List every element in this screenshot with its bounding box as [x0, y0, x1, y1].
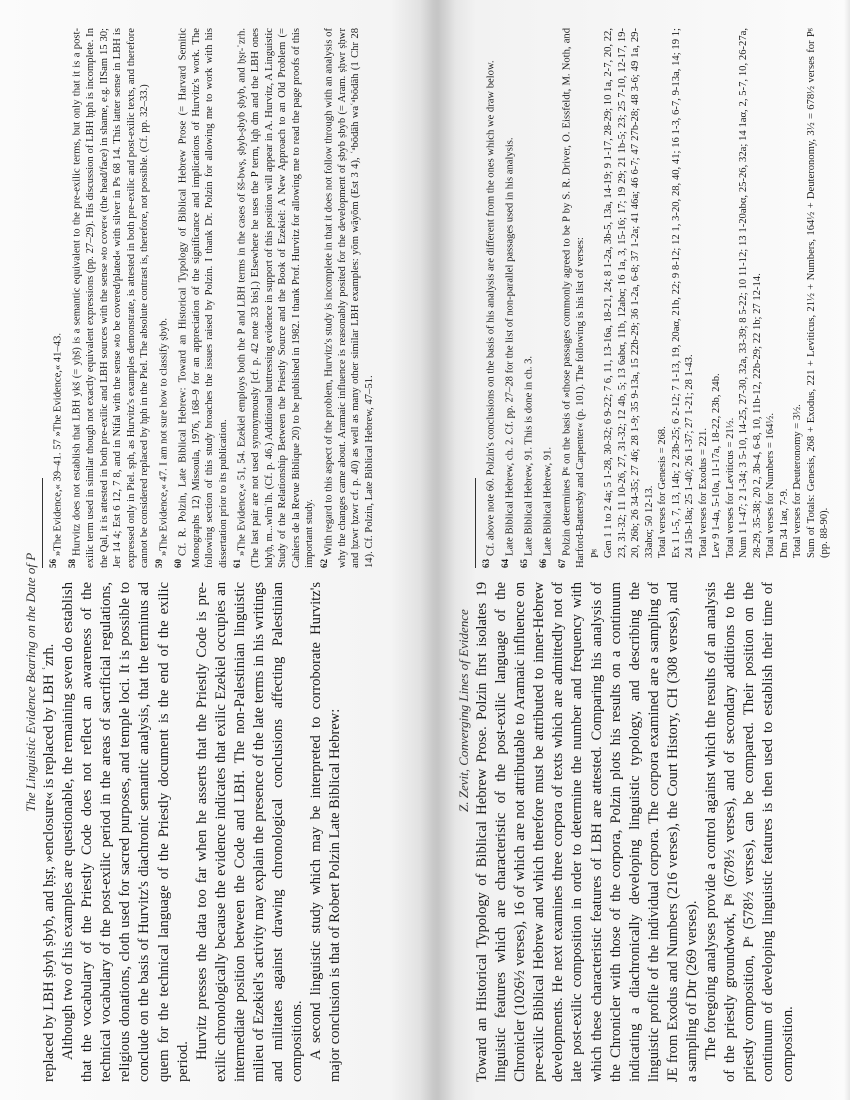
- footnote: [231, 28, 317, 568]
- left-footnotes: [40, 28, 422, 568]
- footnote-text: With regard to this aspect of the problem, Hurvitz's study is incomplete in that it does not follow through with an analysis of why the changes came about. Aramaic influence is reasonably posited for the development of ṣbyb ṣbyb (= Aram. ṣḥwr ṣḥwr and ḥzwr ḥzwr cf. p. 40) as well as many other similar LBH examples: yōm wāyōm (Est 3 4), ʿᵃbōdāh waʿᵃbōdāh (1 Chr 28 14). Cf. Polzin, Late Biblical Hebrew, 47–51.: [323, 28, 375, 568]
- footnote-text: »The Evidence,« 51, 54. Ezekiel employs both the P and LBH terms in the cases of šš-bwṣ, ṣbyb-ṣbyb ṣbyb, and ḥṣr-ʿzrh. (The last pair are not used synonymously [cf. p. 42 note 33 bis].) Elsewhere he uses the P term, lqḥ dm and the LBH ones hdyḥ, m...wlmʿlh. (Cf. p. 46.) Additional buttressing evidence in support of this position will appear in A. Hurvitz, A Linguistic Study of the Relationship Between the Priestly Source and the Book of Ezekiel: A New Approach to an Old Problem (= Cahiers de la Revue Biblique 20) to be published in 1982. I thank Prof. Hurvitz for allowing me to read the page proofs of this important study.: [236, 28, 316, 568]
- left-body-text: [40, 582, 422, 1082]
- footnote: [66, 28, 152, 568]
- footnote: [537, 28, 555, 568]
- footnote-text: Late Biblical Hebrew, 91.: [542, 446, 554, 556]
- verse-list-entry: Sum of Totals: Genesis, 268 + Exodus, 221 + Leviticus, 21½ + Numbers, 164½ + Deuteronomy, 3½ = 678½ verses for Pᵍ (pp. 88-90).: [805, 28, 831, 558]
- paragraph: The foregoing analyses provide a control against which the results of an analysis of the priestly groundwork, Pᵍ (678½ verses), and of secondary additions to the priestly composition, Pˢ (578½ verses), can be compared. Their position on the continuum of developing linguistic features is then used to establish their time of composition.: [703, 582, 796, 1082]
- right-footnotes: [473, 28, 850, 568]
- right-body-text: [473, 582, 850, 1082]
- footnote-text: Cf. above note 60. Polzin's conclusions on the basis of his analysis are different from the ones which we draw below.: [485, 60, 497, 556]
- footnote-number: 58: [67, 559, 78, 568]
- footnote: [556, 28, 588, 568]
- footnote-text: Late Biblical Hebrew, 91. This is done in ch. 3.: [523, 355, 535, 556]
- footnote-text: Polzin determines Pᵍ on the basis of »those passages commonly agreed to be P by S. R. Driver, O. Eissfeldt, M. Noth, and Harford-Battersby and Carpenter« (p. 101). The following is his list of verses:: [561, 28, 587, 568]
- footnote: [47, 28, 65, 568]
- verse-list-entry: Total verses for Exodus = 221.: [697, 428, 709, 558]
- verse-list-entry: Total verses for Deuteronomy = 3½.: [792, 404, 804, 558]
- footnote-text: »The Evidence,« 47. I am not sure how to classify ṣbyb.: [158, 317, 170, 556]
- footnote: [318, 28, 377, 568]
- footnote: [153, 28, 171, 568]
- book-gutter: [420, 0, 456, 1100]
- verse-list-entry: Total verses for Leviticus = 21½.: [724, 417, 736, 558]
- footnote-text: »The Evidence,« 39–41. 57 »The Evidence,« 41–43.: [52, 333, 64, 556]
- footnote: [518, 28, 536, 568]
- verse-list-heading: Pᵍ: [589, 548, 601, 558]
- footnote-number: 59: [153, 559, 164, 568]
- footnote-number: 61: [232, 559, 243, 568]
- footnote-rule: [475, 478, 476, 568]
- paragraph: A second linguistic study which may be interpreted to corroborate Hurvitz's major conclusion is that of Robert Polzin Late Biblical Hebrew:: [308, 582, 344, 1082]
- paragraph: Hurvitz presses the data too far when he asserts that the Priestly Code is pre-exilic chronologically because the evidence indicates that exilic Ezekiel occupies an intermediate position between the Code and LBH. The non-Palestinian linguistic milieu of Ezekiel's activity may explain the presence of the late terms in his writings and militates against drawing chronological conclusions affecting Palestinian compositions.: [193, 582, 306, 1082]
- left-page: [22, 18, 422, 1082]
- paragraph: replaced by LBH ṣbyh ṣbyb, and ḥṣr, »enclosure« is replaced by LBH ʿzrh.: [41, 643, 57, 1082]
- footnote-text: Hurvitz does not establish that LBH ykš (= yḥš) is a semantic equivalent to the pre-exilic terms, but only that it is a post-exilic term used in similar though not exactly equivalent expressions (pp. 27–29). His discussion of LBH ḥph is incomplete. In the Qal, it is attested in both pre-exilic and LBH sources with the sense »to cover« (the head/face) in shame, e.g. IISam 15 30; Jer 14 4; Est 6 12, 7 8, and in Nifal with the sense »to be covered/plated« with silver in Ps 68 14. This latter sense in LBH is expressed only in Piel. ṣph, as Hurvitz's examples demonstrate, is attested in both pre-exilic and post-exilic texts, and therefore cannot be considered replaced by ḥph in the Piel. The absolute contrast is, therefore, not possible. (Cf. pp. 32–33.): [71, 28, 151, 568]
- paragraph: Toward an Historical Typology of Biblical Hebrew Prose. Polzin first isolates 19 linguistic features which are characteristic of the post-exilic language of the Chronicler (1026½ verses), 16 of which are not attributable to Aramaic influence on pre-exilic Biblical Hebrew and which therefore must be attributed to inner-Hebrew developments. He next examines three corpora of texts which are admittedly not of late post-exilic composition in order to determine the number and frequency with which these characteristic features of LBH are attested. Comparing his analysis of the Chronicler with those of the corpora, Polzin plots his results on a continuum indicating a diachronically developing linguistic typology, and describing the linguistic profile of the individual corpora. The corpora examined are a sampling of JE from Exodus and Numbers (216 verses), the Court History, CH (308 verses), and a sampling of Dtr (269 verses).: [474, 582, 701, 1082]
- footnote: [480, 28, 498, 568]
- verse-list-entry: Ex 1 1-5, 7, 13, 14b; 2 23b-25; 6 2-12; 7 1-13, 19, 20aα, 21b, 22; 9 8-12; 12 1, 3-20, 28, 40, 41; 16 1-3, 6-7, 9-13a, 14; 19 1; 24 15b-18a; 25 1-40; 26 1-37; 27 1-21; 28 1-43.: [670, 28, 696, 558]
- footnote-number: 66: [538, 559, 549, 568]
- running-header-left: The Linguistic Evidence Bearing on the Date of P: [23, 552, 38, 812]
- verse-list-entry: Num 1 1-47; 2 1-34; 3 5-10, 14-25, 27-30, 32a, 33-39; 8 5-22; 10 11-12; 13 1-20abα, 25-26, 32a; 14 1aα, 2, 5-7, 10, 26-27a, 28-29, 35-38; 20 2, 3b-4, 6-8, 10, 11b-12, 22b-29; 22 1b; 27 12-14.: [738, 28, 763, 558]
- paragraph: Although two of his examples are questionable, the remaining seven do establish that the vocabulary of the Priestly Code does not reflect an awareness of the technical vocabulary of the post-exilic period in the areas of sacrificial regulations, religious donations, cloth used for sacred purposes, and temple loci. It is possible to conclude on the basis of Hurvitz's diachronic semantic analysis, that the terminus ad quem for the technical language of the Priestly document is the end of the exilic period.: [60, 582, 191, 1082]
- footnote-number: 63: [481, 559, 491, 568]
- verse-list-entry: Gen 1 1 to 2 4a; 5 1-28, 30-32; 6 9-22; 7 6, 11, 13-16a, 18-21, 24; 8 1-2a, 3b-5, 13a, 14-19; 9 1-17, 28-29; 10 1a, 2-7, 20, 22, 23, 31-32; 11 10-26, 27, 31-32; 12 4b, 5; 13 6abα, 11b, 12abα; 16 1a, 3, 15-16; 17; 19 29; 21 1b-5; 23; 25 7-10, 12-17, 19-20, 26b; 26 34-35; 27 46; 28 1-9; 35 9-13a, 15 22b-29; 36 1-2a, 6-8; 37 1-2a; 41 46a; 46 6-7; 47 27b-28; 48 3-6; 49 1a, 29-33abα; 50 12-13.: [603, 28, 655, 558]
- right-page: [455, 18, 840, 1082]
- footnote-text: Cf. R. Polzin, Late Biblical Hebrew: Toward an Historical Typology of Biblical Hebrew Prose (= Harvard Semitic Monographs 12) Missoula, 1976, 168–9 for an appreciation of the significance and implications of Hurvitz's work. The following section of this study broaches the issues raised by Polzin. I thank Dr. Polzin for allowing me to work with his dissertation prior to its publication.: [177, 28, 229, 568]
- running-header-right: Z. Zevit, Converging Lines of Evidence: [456, 609, 471, 812]
- footnote: [172, 28, 231, 568]
- verse-list-entry: Total verses for Genesis = 268.: [657, 426, 669, 558]
- footnote: [499, 28, 517, 568]
- verse-list-entry: Dtn 34 1aα, 7-9.: [778, 488, 790, 558]
- footnote-rule: [42, 478, 43, 568]
- footnote-text: Late Biblical Hebrew, ch. 2. Cf. pp. 27–28 for the list of non-parallel passages used in his analysis.: [504, 137, 516, 556]
- footnote-number: 56: [48, 559, 58, 568]
- verse-list-entry: Total verses for Numbers = 164½.: [765, 413, 777, 558]
- footnote-number: 62: [318, 559, 329, 568]
- footnote-number: 64: [500, 559, 511, 568]
- verse-list-entry: Lev 9 1-4a, 5-10a, 11-17a, 18-22, 23b, 24b.: [711, 373, 723, 558]
- footnote-number: 67: [557, 559, 568, 568]
- footnote-number: 65: [519, 559, 530, 568]
- footnote-number: 60: [172, 559, 183, 568]
